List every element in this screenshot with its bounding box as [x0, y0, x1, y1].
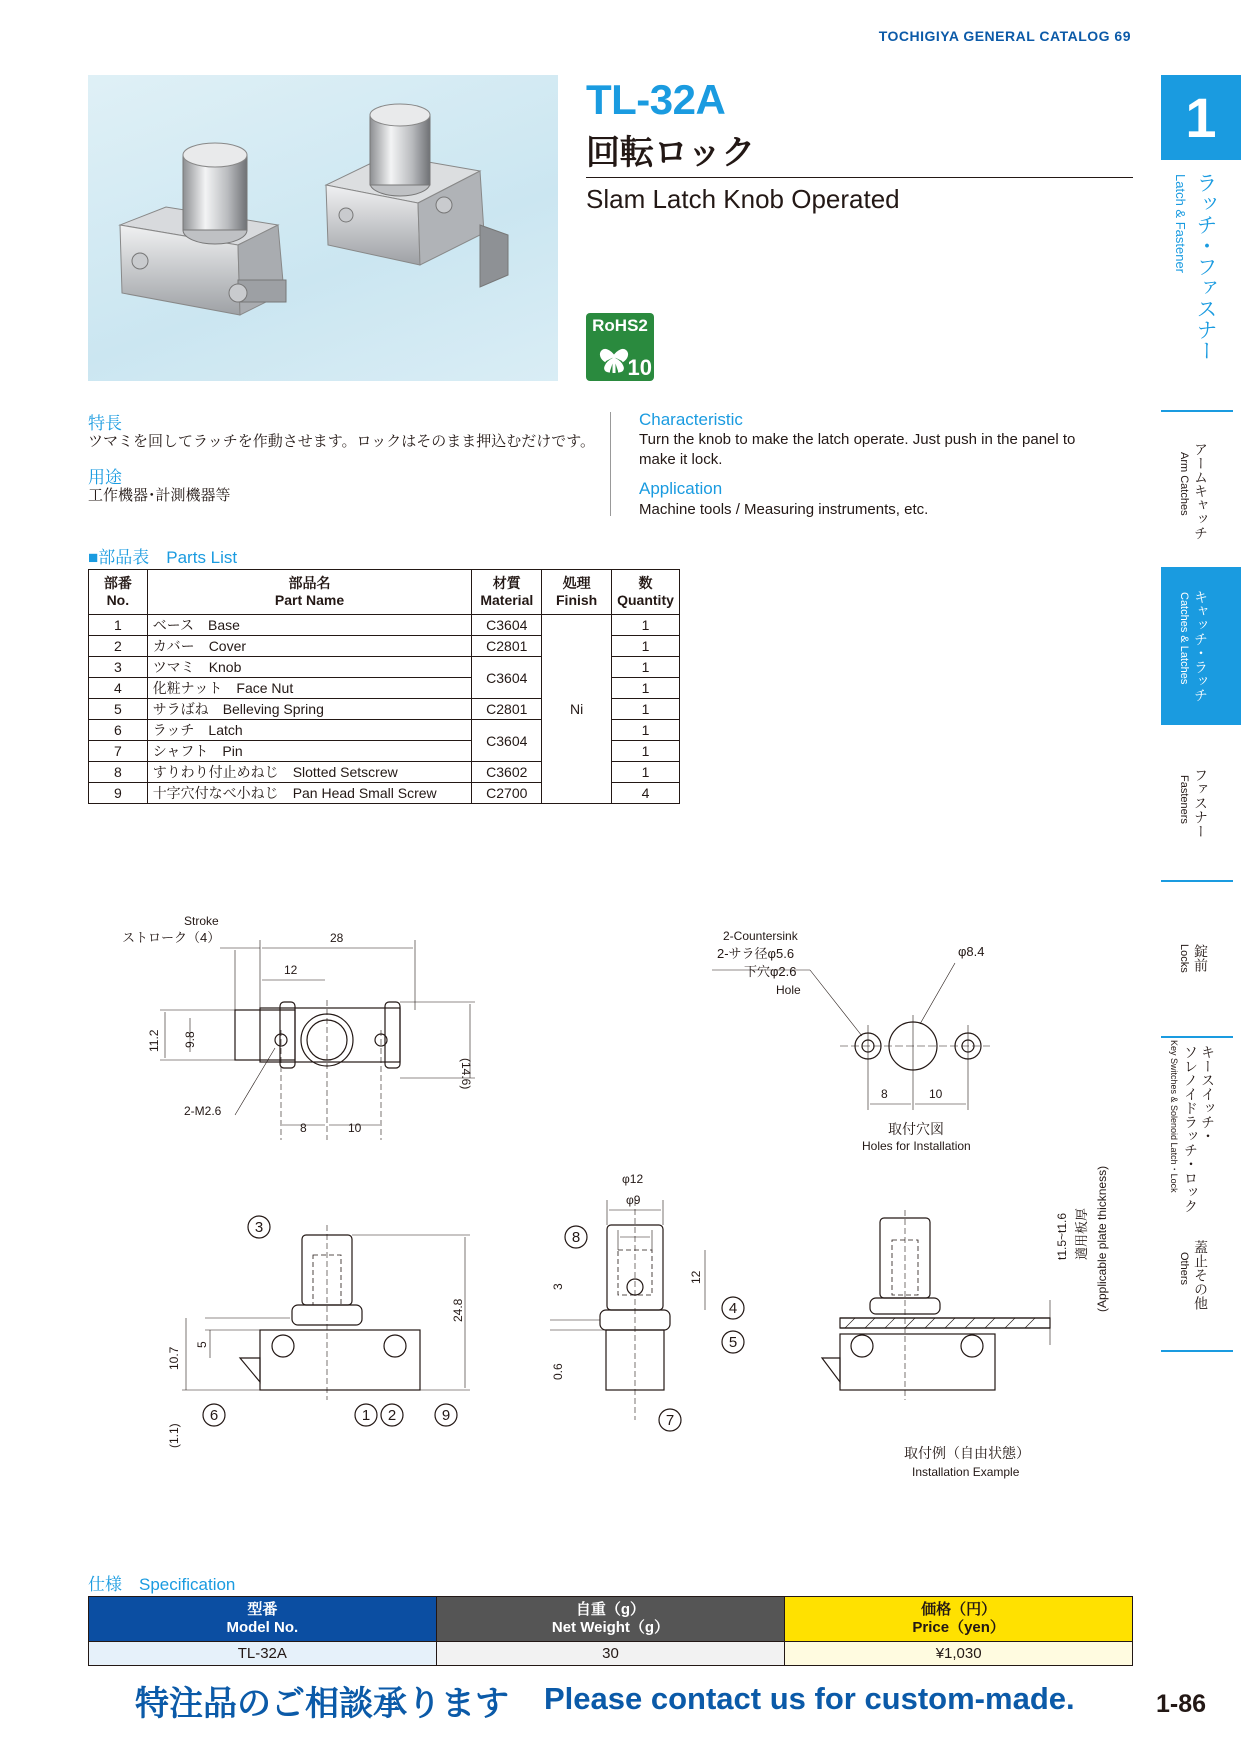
rohs-number: 10 — [627, 355, 652, 380]
part-name-en: Pin — [222, 743, 243, 759]
side-key-jp-2[interactable]: ソレノイドラッチ・ロック — [1183, 1045, 1199, 1213]
dim-phi-8-4: φ8.4 — [958, 944, 985, 959]
spec-price-en: Price（yen） — [912, 1619, 1005, 1636]
en-title: Slam Latch Knob Operated — [586, 184, 900, 214]
header-name — [147, 570, 472, 615]
parts-header-row — [89, 570, 680, 615]
cs-jp: 2-サラ径φ5.6 — [717, 946, 795, 961]
application-text: Machine tools / Measuring instruments, etc. — [639, 501, 929, 518]
part-no: 2 — [89, 636, 148, 657]
part-finish: Ni — [542, 615, 612, 804]
part-no: 9 — [89, 783, 148, 804]
header-material-en: Material — [480, 592, 534, 608]
side-latch-jp[interactable]: ラッチ・ファスナー — [1194, 172, 1217, 361]
header-no-en: No. — [106, 592, 130, 608]
feature-divider — [610, 412, 611, 516]
feature-heading-jp: 特長 — [88, 414, 122, 433]
dim-m2-6: 2-M2.6 — [184, 1104, 222, 1118]
dim-10: 10 — [348, 1121, 362, 1135]
side-other-jp[interactable]: 蓋止その他 — [1193, 1240, 1209, 1310]
side-fast-jp[interactable]: ファスナー — [1193, 768, 1209, 838]
dim-0-6: 0.6 — [551, 1363, 565, 1380]
header-finish-en: Finish — [556, 592, 598, 608]
side-catch-en[interactable]: Catches & Latches — [1178, 592, 1190, 685]
header-name-jp: 部品名 — [288, 575, 331, 591]
spec-price: ¥1,030 — [785, 1642, 1133, 1666]
use-heading-jp: 用途 — [88, 468, 122, 487]
side-key-en[interactable]: Key Switches & Solenoid Latch・Lock — [1169, 1040, 1179, 1193]
dim-3: 3 — [551, 1283, 565, 1290]
page-number: 1-86 — [1156, 1690, 1207, 1718]
technical-drawing — [0, 900, 1160, 1500]
part-material: C2801 — [472, 699, 542, 720]
part-name — [147, 741, 472, 762]
part-name — [147, 762, 472, 783]
dim-9-8: 9.8 — [183, 1031, 197, 1048]
dim-12: 12 — [284, 963, 298, 977]
part-qty: 1 — [612, 699, 680, 720]
header-quantity-jp: 数 — [638, 575, 653, 591]
dim-11-2: 11.2 — [147, 1029, 161, 1052]
spec-header-weight — [436, 1597, 785, 1642]
side-other-en[interactable]: Others — [1178, 1252, 1190, 1286]
part-qty: 1 — [612, 741, 680, 762]
side-rule — [1161, 1350, 1233, 1352]
dim-stroke-en: Stroke — [184, 914, 219, 928]
dim-8: 8 — [300, 1121, 307, 1135]
custom-order-jp: 特注品のご相談承ります — [135, 1685, 509, 1723]
dim-phi-12: φ12 — [622, 1172, 644, 1186]
part-name — [147, 699, 472, 720]
hole-dim-8: 8 — [881, 1087, 888, 1101]
dim-10-7: 10.7 — [167, 1346, 181, 1370]
spec-header-row — [89, 1597, 1133, 1642]
rohs-label: RoHS2 — [592, 316, 648, 335]
header-finish-jp: 処理 — [562, 575, 591, 591]
spec-weight: 30 — [436, 1642, 785, 1666]
part-material: C2801 — [472, 636, 542, 657]
callout-4: 4 — [728, 1300, 738, 1317]
callout-2: 2 — [387, 1407, 397, 1424]
part-name-jp: サラばね — [152, 701, 209, 717]
spec-weight-jp: 自重（g） — [575, 1601, 646, 1618]
part-name-en: Base — [208, 617, 240, 633]
side-latch-en[interactable]: Latch & Fastener — [1173, 174, 1188, 273]
part-name-jp: シャフト — [152, 743, 209, 759]
holes-title-jp: 取付穴図 — [888, 1121, 944, 1137]
plate-jp: 適用板厚 — [1074, 1207, 1089, 1260]
part-name-en: Face Nut — [236, 680, 294, 696]
application-heading: Application — [639, 479, 723, 498]
install-title-en: Installation Example — [912, 1465, 1020, 1479]
feature-text-jp: ツマミを回してラッチを作動させます。ロックはそのまま押込むだけです。 — [88, 433, 596, 450]
part-name — [147, 636, 472, 657]
characteristic-line-2: make it lock. — [639, 451, 723, 468]
part-qty: 1 — [612, 615, 680, 636]
hole-en: Hole — [776, 983, 801, 997]
part-name — [147, 678, 472, 699]
side-arm-en[interactable]: Arm Catches — [1178, 452, 1190, 516]
part-no: 6 — [89, 720, 148, 741]
catalog-header: TOCHIGIYA GENERAL CATALOG 69 — [878, 28, 1131, 44]
spec-model-en: Model No. — [226, 1619, 299, 1636]
spec-price-jp: 価格（円） — [921, 1601, 997, 1618]
part-name-jp: ラッチ — [152, 722, 195, 738]
callout-1: 1 — [361, 1407, 371, 1424]
part-name-jp: すりわり付止めねじ — [152, 764, 279, 780]
part-material: C2700 — [472, 783, 542, 804]
cs-en: 2-Countersink — [723, 929, 798, 943]
part-no: 1 — [89, 615, 148, 636]
characteristic-heading: Characteristic — [639, 410, 743, 429]
part-name-jp: ツマミ — [152, 659, 195, 675]
side-catch-jp[interactable]: キャッチ・ラッチ — [1193, 590, 1209, 702]
table-row — [89, 615, 680, 636]
part-qty: 1 — [612, 636, 680, 657]
part-name — [147, 783, 472, 804]
spec-table — [88, 1596, 1133, 1666]
header-finish — [542, 570, 612, 615]
part-no: 7 — [89, 741, 148, 762]
callout-5: 5 — [728, 1334, 738, 1351]
part-no: 4 — [89, 678, 148, 699]
side-lock-en[interactable]: Locks — [1178, 944, 1190, 973]
callout-6: 6 — [209, 1407, 219, 1424]
part-name-en: Slotted Setscrew — [292, 764, 398, 780]
header-quantity-en: Quantity — [617, 592, 674, 608]
header-no-jp: 部番 — [103, 575, 132, 591]
header-material — [472, 570, 542, 615]
part-material: C3602 — [472, 762, 542, 783]
characteristic-line-1: Turn the knob to make the latch operate. Just push in the panel to — [639, 431, 1076, 448]
spec-weight-en: Net Weight（g） — [551, 1619, 670, 1636]
rohs-badge — [586, 313, 654, 381]
part-name-en: Latch — [208, 722, 243, 738]
jp-title: 回転ロック — [586, 134, 756, 172]
install-title-jp: 取付例（自由状態） — [904, 1445, 1030, 1461]
part-qty: 1 — [612, 678, 680, 699]
callout-7: 7 — [665, 1412, 675, 1429]
title-divider — [586, 177, 1133, 178]
part-name-en: Cover — [208, 638, 247, 654]
part-name-en: Pan Head Small Screw — [292, 785, 437, 801]
holes-title-en: Holes for Installation — [862, 1139, 971, 1153]
dim-1-1: (1.1) — [167, 1423, 181, 1448]
header-no — [89, 570, 148, 615]
dim-28: 28 — [330, 931, 344, 945]
part-name-en: Belleving Spring — [222, 701, 324, 717]
spec-header-price — [785, 1597, 1133, 1642]
part-no: 5 — [89, 699, 148, 720]
dim-14-6: (14.6) — [459, 1058, 473, 1090]
part-name-jp: 十字穴付なべ小ねじ — [152, 785, 279, 801]
part-material: C3604 — [472, 720, 542, 762]
parts-table — [88, 569, 680, 804]
chapter-tab[interactable] — [1161, 75, 1241, 160]
spec-model: TL-32A — [89, 1642, 437, 1666]
callout-3: 3 — [254, 1219, 264, 1236]
part-name — [147, 720, 472, 741]
dim-5: 5 — [195, 1341, 209, 1348]
side-rule — [1161, 410, 1233, 412]
part-name-jp: 化粧ナット — [152, 680, 223, 696]
use-text-jp: 工作機器･計測機器等 — [88, 487, 231, 504]
part-material: C3604 — [472, 657, 542, 699]
header-material-jp: 材質 — [492, 575, 521, 591]
header-quantity — [612, 570, 680, 615]
side-lock-jp[interactable]: 錠前 — [1193, 944, 1209, 972]
chapter-number: 1 — [1185, 86, 1217, 149]
side-fast-en[interactable]: Fasteners — [1178, 775, 1190, 824]
part-name — [147, 615, 472, 636]
spec-header-model — [89, 1597, 437, 1642]
product-photo — [88, 75, 558, 381]
side-dim-12: 12 — [689, 1270, 703, 1284]
callout-8: 8 — [571, 1229, 581, 1246]
part-qty: 1 — [612, 657, 680, 678]
part-qty: 4 — [612, 783, 680, 804]
part-name-jp: ベース — [152, 617, 194, 633]
product-photo-illustration — [88, 75, 558, 381]
part-name-en: Knob — [208, 659, 242, 675]
spec-row — [89, 1642, 1133, 1666]
dim-stroke-jp: ストローク（4） — [122, 930, 221, 945]
side-arm-jp[interactable]: アームキャッチ — [1193, 442, 1209, 540]
plate-range: t1.5~t1.6 — [1055, 1212, 1069, 1260]
part-qty: 1 — [612, 762, 680, 783]
custom-order-en: Please contact us for custom-made. — [544, 1681, 1075, 1716]
hole-jp: 下穴φ2.6 — [744, 964, 797, 979]
part-material: C3604 — [472, 615, 542, 636]
part-no: 8 — [89, 762, 148, 783]
side-rule — [1161, 880, 1233, 882]
hole-dim-10: 10 — [929, 1087, 943, 1101]
dim-phi-9: φ9 — [626, 1193, 641, 1207]
part-no: 3 — [89, 657, 148, 678]
plate-en: (Applicable plate thickness) — [1095, 1165, 1109, 1312]
part-name — [147, 657, 472, 678]
side-key-jp-1[interactable]: キースイッチ・ — [1200, 1045, 1216, 1143]
spec-heading: 仕様 Specification — [88, 1575, 236, 1594]
part-name-jp: カバー — [152, 638, 195, 654]
callout-9: 9 — [441, 1407, 451, 1424]
side-rule — [1161, 1036, 1233, 1038]
part-qty: 1 — [612, 720, 680, 741]
header-name-en: Part Name — [274, 592, 345, 608]
model-title: TL-32A — [586, 76, 726, 123]
spec-model-jp: 型番 — [247, 1601, 278, 1618]
parts-list-heading: ■部品表 Parts List — [88, 548, 238, 567]
dim-24-8: 24.8 — [451, 1298, 465, 1322]
